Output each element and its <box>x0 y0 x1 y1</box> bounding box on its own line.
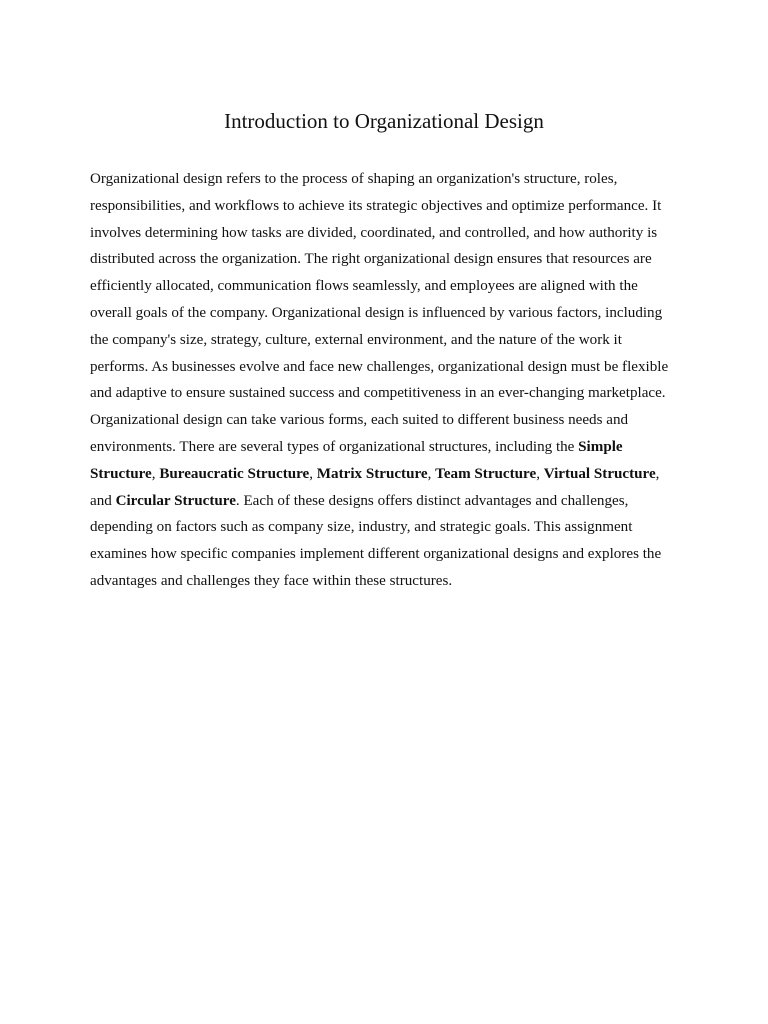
paragraph-line: advantages and challenges they face within these structures. <box>90 572 453 589</box>
separator: , <box>536 465 544 482</box>
separator: , <box>151 465 160 482</box>
structure-term-simple-cont: Structure <box>90 465 152 482</box>
paragraph-line: examines how specific companies implement different organizational designs and explores the <box>90 546 662 563</box>
paragraph-line <box>90 488 690 515</box>
separator: , <box>655 465 660 482</box>
structure-term-virtual: Virtual Structure <box>543 465 656 482</box>
paragraph-line: involves determining how tasks are divided, coordinated, and controlled, and how authority is <box>90 224 658 241</box>
paragraph-line: depending on factors such as company size, industry, and strategic goals. This assignment <box>90 519 633 536</box>
document-title: Introduction to Organizational Design <box>224 109 544 133</box>
paragraph-line: efficiently allocated, communication flows seamlessly, and employees are aligned with the <box>90 278 638 295</box>
paragraph-line <box>90 461 690 488</box>
line-text: and <box>90 492 116 509</box>
structure-term-circular: Circular Structure <box>115 492 236 509</box>
paragraph-line: distributed across the organization. The right organizational design ensures that resources are <box>90 251 652 268</box>
separator: , <box>427 465 436 482</box>
line-text: environments. There are several types of organizational structures, including the <box>90 438 579 455</box>
structure-term-team: Team Structure <box>435 465 537 482</box>
structure-term-bureaucratic: Bureaucratic Structure <box>159 465 310 482</box>
paragraph-line <box>90 434 690 461</box>
paragraph-line: Organizational design can take various forms, each suited to different business needs and <box>90 412 629 429</box>
paragraph-line: the company's size, strategy, culture, external environment, and the nature of the work it <box>90 331 622 348</box>
paragraph-line: Organizational design refers to the process of shaping an organization's structure, roles, <box>90 171 618 187</box>
paragraph-line: overall goals of the company. Organizational design is influenced by various factors, including <box>90 304 663 321</box>
paragraph-line: performs. As businesses evolve and face new challenges, organizational design must be flexible <box>90 358 669 375</box>
structure-term-simple: Simple <box>578 438 623 455</box>
paragraph-line: responsibilities, and workflows to achieve its strategic objectives and optimize performance. It <box>90 197 662 214</box>
structure-term-matrix: Matrix Structure <box>316 465 428 482</box>
intro-paragraph <box>90 166 690 595</box>
line-text: . Each of these designs offers distinct advantages and challenges, <box>235 492 629 509</box>
paragraph-line: and adaptive to ensure sustained success and competitiveness in an ever-changing marketplace. <box>90 385 666 402</box>
separator: , <box>309 465 317 482</box>
